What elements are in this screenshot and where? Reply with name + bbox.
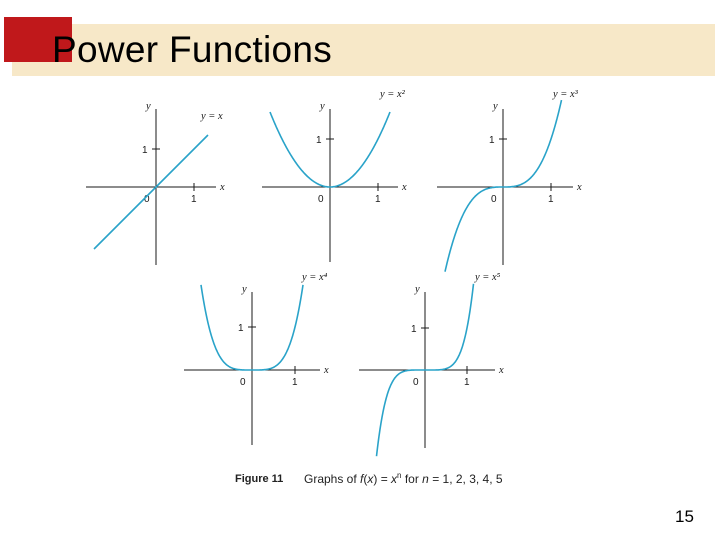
- page-number: 15: [675, 507, 694, 526]
- y-axis-label: y: [242, 284, 247, 295]
- x-tick-label: 1: [548, 194, 554, 205]
- y-axis-label: y: [493, 101, 498, 112]
- x-tick-label: 1: [292, 377, 298, 388]
- x-axis-label: x: [499, 365, 504, 376]
- y-axis-label: y: [146, 101, 151, 112]
- curve-label: y = x⁵: [475, 272, 501, 283]
- x-tick-label: 1: [464, 377, 470, 388]
- x-tick-label: 1: [375, 194, 381, 205]
- graph-x5: [365, 272, 515, 452]
- curve-x1: [94, 135, 208, 249]
- x-axis-label: x: [220, 182, 225, 193]
- graph-x4: [188, 272, 338, 452]
- origin-label: 0: [144, 194, 150, 205]
- graph-x3: [445, 90, 595, 270]
- curve-label: y = x²: [380, 89, 405, 100]
- x-axis-label: x: [402, 182, 407, 193]
- x-tick-label: 1: [191, 194, 197, 205]
- y-tick-label: 1: [411, 324, 417, 335]
- curve-label: y = x³: [553, 89, 578, 100]
- figure-label: Figure 11: [235, 473, 284, 485]
- y-tick-label: 1: [142, 145, 148, 156]
- figure-caption: Graphs of $f(x) = x^n$ for n = 1, 2, 3, 4, 5: [304, 471, 503, 486]
- origin-label: 0: [318, 194, 324, 205]
- curve-label: y = x⁴: [302, 272, 328, 283]
- y-tick-label: 1: [238, 323, 244, 334]
- x-axis-label: x: [577, 182, 582, 193]
- y-axis-label: y: [320, 101, 325, 112]
- curve-label: y = x: [201, 111, 223, 122]
- y-tick-label: 1: [489, 135, 495, 146]
- origin-label: 0: [240, 377, 246, 388]
- origin-label: 0: [413, 377, 419, 388]
- y-axis-label: y: [415, 284, 420, 295]
- x-axis-label: x: [324, 365, 329, 376]
- slide-title: Power Functions: [52, 29, 333, 70]
- y-tick-label: 1: [316, 135, 322, 146]
- graph-x1: [90, 90, 240, 270]
- graph-x2: [262, 90, 412, 270]
- origin-label: 0: [491, 194, 497, 205]
